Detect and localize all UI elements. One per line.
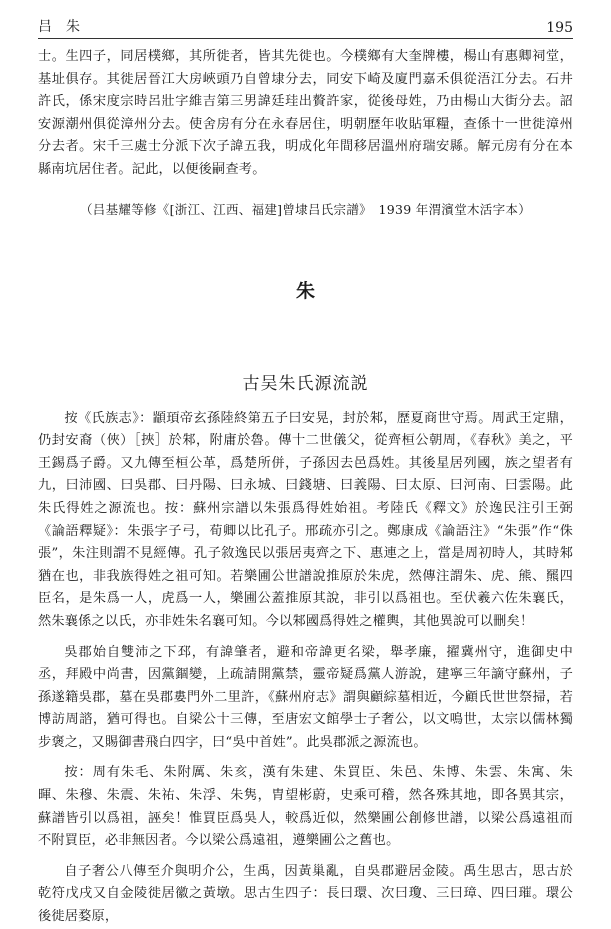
paragraph-gap — [38, 634, 573, 642]
paragraph-gap — [38, 853, 573, 861]
page-number: 195 — [546, 20, 573, 36]
paragraph-1: 按《氏族志》：顓頊帝玄孫陸終第五子曰安晃，封於邾，歷夏商世守焉。周武王定鼎，仍封安裔（俠）［挾］於邾，附庸於魯。傳十二世儀父，從齊桓公朝周，《春秋》美之，平王錫爲子爵。又九傳至桓公革，爲楚所併，子孫因去邑爲姓。其後星居列國，族之望者有九，曰沛國、曰吳郡、曰丹陽、曰永城、曰錢塘、曰義陽、曰太原、曰河南、曰雲陽。此朱氏得姓之源流也。按：蘇州宗譜以朱張爲得姓始祖。考陸氏《釋文》於逸民注引王弼《論語釋疑》：朱張字子弓，荀卿以比孔子。邢疏亦引之。鄭康成《論語注》“朱張”作“侏張”，朱注則謂不見經傳。孔子敘逸民以張居夷齊之下、惠連之上，當是周初時人，其時邾猶在也，非我族得姓之祖可知。若樂圃公世譜說推原於朱虎，然傳注謂朱、虎、熊、羆四臣名，是朱爲一人，虎爲一人，樂圃公蓋推原其說，非引以爲祖也。至伏羲六佐朱襄氏，然朱襄係之以氏，亦非姓朱名襄可知。今以邾國爲得姓之權輿，其他異說可以刪矣！ — [38, 410, 573, 629]
running-title: 吕 朱 — [38, 19, 80, 35]
page-body — [38, 46, 573, 929]
header-rule — [38, 38, 573, 39]
intro-paragraph: 士。生四子，同居樸鄉，其所徙者，皆其先徙也。今樸鄉有大奎牌樓，楊山有惠卿祠堂，基址俱存。其徙居晉江大房峽頭乃自曾埭分去，同安下崎及廈門嘉禾俱從浯江分去。石井許氏，係宋度宗時呂壯字維吉第三男諱廷珪出贅許家，從後母姓，乃由楊山大街分去。詔安源潮州俱從漳州分去。使舍房有分在永春居住，明朝歷年收貼軍糧，查係十一世徙漳州分去者。宋千三處士分派下次子諱五我，明成化年間移居溫州府瑞安縣。解元房有分在本縣南坑居住者。記此，以便後嗣查考。 — [38, 49, 573, 177]
article-title: 古吴朱氏源流説 — [242, 373, 369, 394]
running-header — [38, 12, 573, 36]
paragraph-2: 吳郡始自雙沛之下邳，有諱肇者，避和帝諱更名梁，舉孝廉，擢冀州守，進御史中丞，拜殿中尚書，因黨錮變，上疏請開黨禁，靈帝疑爲黨人游說，建寧三年謫守蘇州，子孫遂籍吳郡，墓在吳郡婁門外二里許，《蘇州府志》謂與顧綜墓相近，今顧氏世世祭掃，若博訪周諮，猶可得也。自梁公十三傳，至唐宏文館學士子奢公，以文鳴世，太宗以儒林獨步褒之，又賜御書飛白四字，曰“吳中首姓”。此吳郡派之源流也。 — [38, 644, 573, 750]
section-title: 朱 — [295, 279, 315, 302]
source-note: （吕基耀等修《[浙江、江西、福建]曾埭吕氏宗譜》 1939 年渭濱堂木活字本） — [80, 201, 531, 217]
paragraph-gap — [38, 754, 573, 762]
paragraph-3: 按：周有朱毛、朱附厲、朱亥，漢有朱建、朱買臣、朱邑、朱博、朱雲、朱寓、朱暉、朱穆、朱震、朱祐、朱浮、朱隽，胄望彬蔚，史乘可稽，然各殊其地，即各異其宗，蘇譜皆引以爲祖，誣矣！惟買臣爲吳人，較爲近似，然樂圃公創修世譜，以梁公爲遠祖而不附買臣，必非無因者。今以梁公爲遠祖，遵樂圃公之舊也。 — [38, 765, 573, 849]
paragraph-4: 自子奢公八傳至介與明介公，生禹，因黃巢亂，自吳郡避居金陵。禹生思古，思古於乾符戊戌又自金陵徙居徽之黃墩。思古生四子：長曰環、次曰瓊、三曰璋、四曰璀。環公後徙居婺原， — [38, 863, 573, 925]
